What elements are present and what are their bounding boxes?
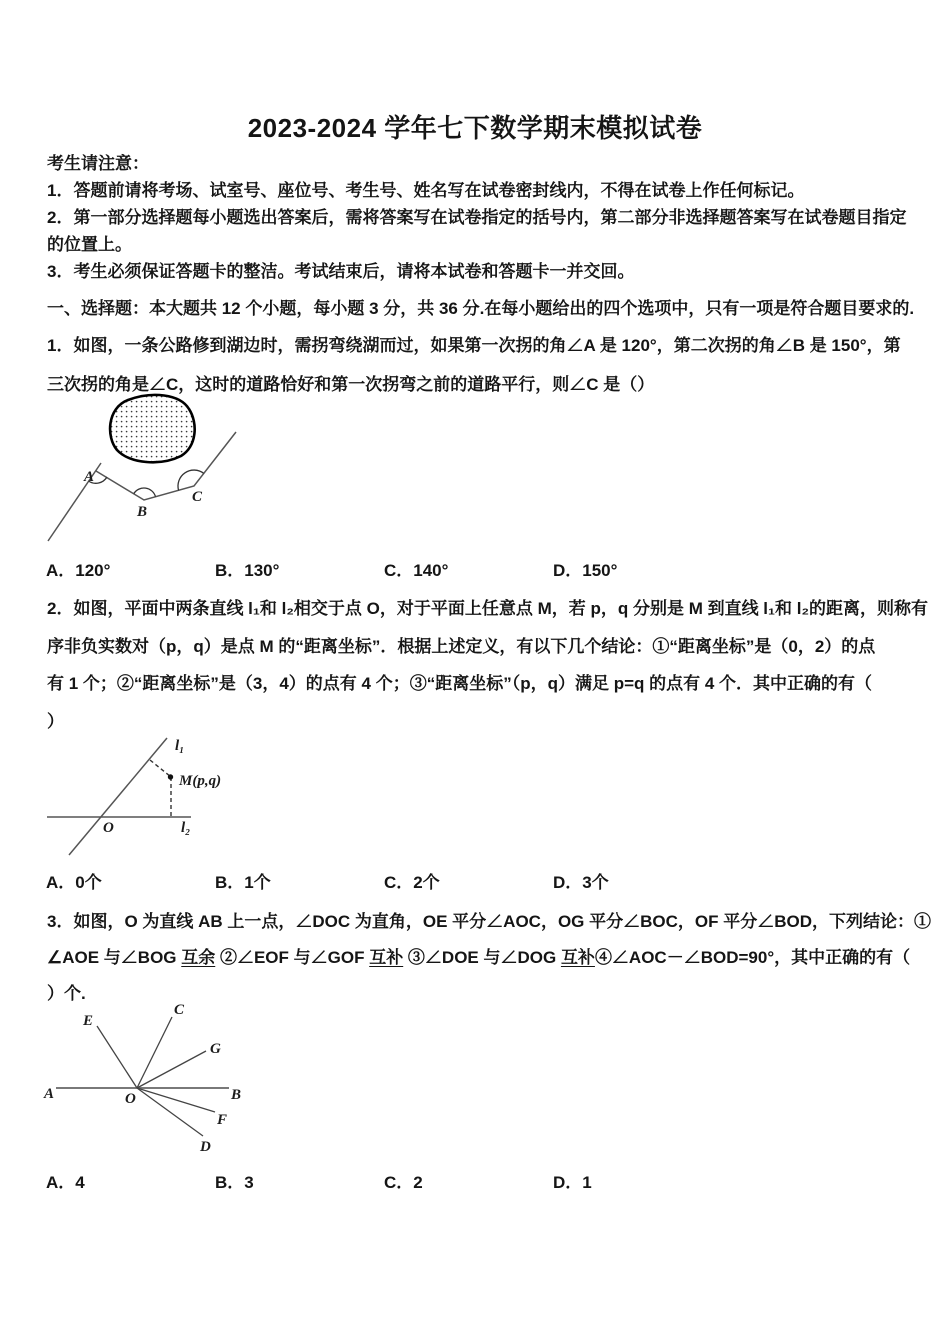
q3-line2-seg: ②∠EOF 与∠GOF: [215, 948, 370, 967]
ray-og: [137, 1051, 206, 1088]
notice-line-3: 3．考生必须保证答题卡的整洁。考试结束后，请将本试卷和答题卡一并交回。: [47, 262, 635, 281]
q2-label-m: M(p,q): [179, 773, 222, 789]
question-3-text: [47, 904, 931, 1012]
q1-option-a: A．120°: [46, 561, 111, 580]
q1-option-d: D．150°: [553, 561, 618, 580]
q2-label-l2: l₂: [181, 820, 191, 836]
q3-option-b: B．3: [215, 1173, 254, 1192]
dashed-perpendicular-l1: [150, 760, 171, 777]
q2-label-o: O: [103, 820, 114, 836]
q1-line-2: 三次拐的角是∠C，这时的道路恰好和第一次拐弯之前的道路平行，则∠C 是（）: [47, 375, 655, 394]
line-l1: [69, 738, 167, 855]
q2-option-b: B．1个: [215, 873, 271, 892]
q3-label-c: C: [174, 1002, 185, 1018]
q3-line-1: 3．如图，O 为直线 AB 上一点，∠DOC 为直角，OE 平分∠AOC，OG 平分∠BOC，OF 平分∠BOD，下列结论：①: [47, 912, 932, 931]
q3-line2-seg: ④∠AOC－∠BOD=90°，其中正确的有（: [594, 948, 911, 967]
q3-line2-underlined: 互补: [560, 948, 595, 967]
q1-options: [0, 556, 950, 580]
ray-oe: [97, 1026, 137, 1088]
lake-shape: [110, 395, 195, 462]
q2-option-c: C．2个: [384, 873, 440, 892]
q3-line2-seg: ∠AOE 与∠BOG: [47, 948, 182, 967]
q1-figure-road-lake: [36, 392, 248, 552]
q2-figure-distance-coordinates: [40, 730, 232, 862]
notice-block: [47, 150, 906, 285]
q3-label-e: E: [83, 1013, 94, 1029]
q3-line-2: [47, 940, 931, 976]
ray-od: [137, 1088, 203, 1136]
q3-label-a: A: [44, 1086, 55, 1102]
q2-line-3: 有 1 个；②“距离坐标”是（3，4）的点有 4 个；③“距离坐标”（p，q）满足 p=q 的点有 4 个．其中正确的有（: [47, 674, 873, 693]
q3-label-b: B: [231, 1087, 242, 1103]
q1-option-b: B．130°: [215, 561, 280, 580]
q3-line2-seg: ③∠DOE 与∠DOG: [403, 948, 561, 967]
ray-of: [137, 1088, 215, 1112]
q3-option-d: D．1: [553, 1173, 592, 1192]
q3-label-f: F: [217, 1112, 228, 1128]
page-title: 2023-2024 学年七下数学期末模拟试卷: [247, 113, 703, 143]
q3-label-g: G: [210, 1041, 221, 1057]
q2-options: [0, 868, 950, 892]
notice-line-2: 2．第一部分选择题每小题选出答案后，需将答案写在试卷指定的括号内，第二部分非选择题答案写在试卷题目指定: [47, 208, 907, 227]
q3-line2-underlined: 互余: [181, 948, 216, 967]
notice-line-2b: 的位置上。: [47, 235, 132, 254]
q1-label-c: C: [192, 489, 203, 505]
section1-heading: 一、选择题：本大题共 12 个小题，每小题 3 分，共 36 分.在每小题给出的四个选项中，只有一项是符合题目要求的.: [47, 299, 915, 318]
q3-label-o: O: [125, 1091, 136, 1107]
q3-options: [0, 1168, 950, 1192]
q1-label-b: B: [137, 504, 148, 520]
q2-option-d: D．3个: [553, 873, 609, 892]
q2-line-4: ）: [47, 711, 64, 731]
notice-heading: 考生请注意：: [47, 154, 149, 173]
q3-option-a: A．4: [46, 1173, 85, 1192]
q2-line-2: 序非负实数对（p，q）是点 M 的“距离坐标”．根据上述定义，有以下几个结论：①“距离坐标”是（0，2）的点: [47, 636, 876, 656]
q3-figure-angle-rays: [36, 1002, 246, 1158]
q3-line2-underlined: 互补: [369, 948, 404, 967]
q1-line-1: 1．如图，一条公路修到湖边时，需拐弯绕湖而过，如果第一次拐的角∠A 是 120°，第二次拐的角∠B 是 150°，第: [47, 336, 901, 355]
ray-oc: [137, 1017, 172, 1088]
notice-line-1: 1．答题前请将考场、试室号、座位号、考生号、姓名写在试卷密封线内，不得在试卷上作任何标记。: [47, 181, 805, 200]
question-2-text: [47, 590, 928, 740]
q2-label-l1: l₁: [175, 738, 185, 754]
point-m-marker: [168, 774, 173, 779]
q3-label-d: D: [200, 1139, 211, 1155]
q2-line-1: 2．如图，平面中两条直线 l₁和 l₂相交于点 O，对于平面上任意点 M，若 p，q 分别是 M 到直线 l₁和 l₂的距离，则称有: [47, 599, 929, 618]
q3-option-c: C．2: [384, 1173, 423, 1192]
q1-label-a: A: [84, 469, 95, 485]
q1-option-c: C．140°: [384, 561, 449, 580]
q3-line-3: ）个.: [47, 984, 86, 1003]
q2-option-a: A．0个: [46, 873, 102, 892]
